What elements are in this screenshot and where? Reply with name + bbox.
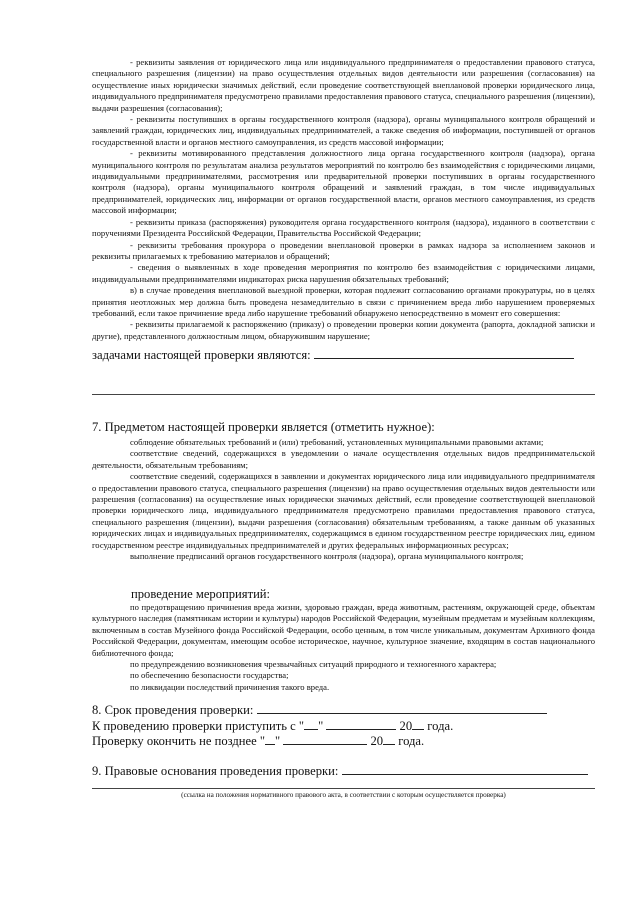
legal-basis-footnote: (ссылка на положения нормативного правового акта, в соответствии с которым осуществляется проверка): [181, 791, 506, 799]
start-day-input[interactable]: [304, 728, 318, 730]
start-month-input[interactable]: [326, 728, 396, 730]
section9-title: 9. Правовые основания проведения проверки:: [92, 764, 339, 778]
section7-item: соответствие сведений, содержащихся в уведомлении о начале осуществления отдельных видов предпринимательской деятельности, обязательным требованиям;: [92, 448, 595, 470]
measures-item: по ликвидации последствий причинения такого вреда.: [130, 681, 330, 692]
start-year-input[interactable]: [412, 728, 424, 730]
grounds-item: - реквизиты прилагаемой к распоряжению (приказу) о проведении проверки копии документа (рапорта, докладной записки и другие), представленного должностным лицом, обнаружившим нарушение;: [92, 319, 595, 341]
legal-basis-input-line[interactable]: [342, 773, 588, 775]
end-year-label: 20: [370, 734, 384, 748]
end-date-quote: ": [275, 734, 281, 748]
start-date-prefix: К проведению проверки приступить с ": [92, 719, 305, 733]
measures-item: по обеспечению безопасности государства;: [130, 670, 289, 681]
end-month-input[interactable]: [283, 743, 367, 745]
tasks-label: задачами настоящей проверки являются:: [92, 348, 311, 362]
section8-title: 8. Срок проведения проверки:: [92, 703, 254, 717]
start-date-row: [92, 719, 453, 734]
section8-title-row: [92, 703, 547, 718]
grounds-item: - реквизиты мотивированного представления должностного лица органа государственного контроля (надзора), органа муниципального контроля по результатам анализа результатов мероприятий по контролю без взаимодействия с юридическими лицами, индивидуальными предпринимателями, рассмотрения или предварительной проверки поступивших в органы государственного контроля (надзора), органы муниципального контроля обращений и заявлений граждан, в том числе индивидуальных предпринимателей, юридических лиц, информации от органов государственной власти, органов местного самоуправления, из средств массовой информации;: [92, 148, 595, 216]
start-date-quote: ": [318, 719, 324, 733]
grounds-item: - реквизиты требования прокурора о проведении внеплановой проверки в рамках надзора за исполнением законов и реквизиты прилагаемых к требованию материалов и обращений;: [92, 239, 595, 261]
start-year-label: 20: [399, 719, 413, 733]
measures-item: по предупреждению возникновения чрезвычайных ситуаций природного и техногенного характера;: [130, 659, 497, 670]
tasks-continuation-line[interactable]: [92, 394, 595, 395]
measures-title: проведение мероприятий:: [131, 587, 271, 601]
section7-item: соблюдение обязательных требований и (или) требований, установленных муниципальными правовыми актами;: [130, 437, 544, 447]
grounds-list: [92, 57, 595, 342]
section7-items: [92, 437, 595, 562]
tasks-input-line[interactable]: [314, 357, 574, 359]
section7-title: 7. Предметом настоящей проверки является (отметить нужное):: [92, 420, 435, 434]
tasks-field: [92, 348, 574, 363]
grounds-item: - реквизиты поступивших в органы государственного контроля (надзора), органы муниципального контроля обращений и заявлений граждан, юридических лиц, индивидуальных предпринимателей, а также сведения об информации, поступившей от органов государственной власти и органов местного самоуправления, из средств массовой информации;: [92, 114, 595, 147]
term-input-line[interactable]: [257, 712, 547, 714]
end-year-suffix: года.: [398, 734, 425, 748]
grounds-item: в) в случае проведения внеплановой выездной проверки, которая подлежит согласованию органами прокуратуры, но в целях принятия неотложных мер должна быть проведена незамедлительно в связи с причинением вреда либо нарушением проверяемых требований, если такое причинение вреда либо нарушение требований обнаружено непосредственно в момент его совершения:: [92, 285, 595, 318]
end-year-input[interactable]: [383, 743, 395, 745]
section7-item: соответствие сведений, содержащихся в заявлении и документах юридического лица или индивидуального предпринимателя о предоставлении правового статуса, специального разрешения (лицензии) на право осуществления отдельных видов деятельности или разрешения (согласования) на осуществление иных юридически значимых действий, если проведение соответствующей внеплановой проверки юридического лица, индивидуального предпринимателя предусмотрено правилами предоставления правового статуса, специального разрешения (лицензии), выдачи разрешения (согласования) обязательным требованиям, а также данным об указанных юридических лицах и индивидуальных предпринимателях, содержащимся в едином государственном реестре юридических лиц, едином государственном реестре индивидуальных предпринимателей и других федеральных информационных ресурсах;: [92, 471, 595, 550]
measures-list: [92, 602, 595, 693]
grounds-item: - сведения о выявленных в ходе проведения мероприятия по контролю без взаимодействия с юридическими лицами, индивидуальными предпринимателями индикаторах риска нарушения обязательных требований;: [92, 262, 595, 284]
legal-basis-continuation-line[interactable]: [92, 788, 595, 789]
measures-item: по предотвращению причинения вреда жизни, здоровью граждан, вреда животным, растениям, окружающей среде, объектам культурного наследия (памятникам истории и культуры) народов Российской Федерации, музейным предметам и музейным коллекциям, включенным в состав Музейного фонда Российской Федерации, особо ценным, в том числе уникальным, документам Архивного фонда Российской Федерации, документам, имеющим особое историческое, научное, культурное значение, входящим в состав национального библиотечного фонда;: [92, 602, 595, 658]
grounds-item: - реквизиты заявления от юридического лица или индивидуального предпринимателя о предоставлении правового статуса, специального разрешения (лицензии) на право осуществления отдельных видов деятельности или разрешения (согласования) на осуществление иных юридически значимых действий, если проведение соответствующей внеплановой проверки юридического лица, индивидуального предпринимателя предусмотрено правилами предоставления правового статуса, специального разрешения (лицензии), выдачи разрешения (согласования);: [92, 57, 595, 113]
start-year-suffix: года.: [427, 719, 454, 733]
end-date-prefix: Проверку окончить не позднее ": [92, 734, 265, 748]
grounds-item: - реквизиты приказа (распоряжения) руководителя органа государственного контроля (надзора), изданного в соответствии с поручениями Президента Российской Федерации, Правительства Российской Федерации;: [92, 216, 595, 239]
end-day-input[interactable]: [265, 743, 275, 745]
section9-title-row: [92, 764, 588, 779]
end-date-row: [92, 734, 424, 749]
section7-item: выполнение предписаний органов государственного контроля (надзора), органа муниципального контроля;: [130, 551, 524, 562]
